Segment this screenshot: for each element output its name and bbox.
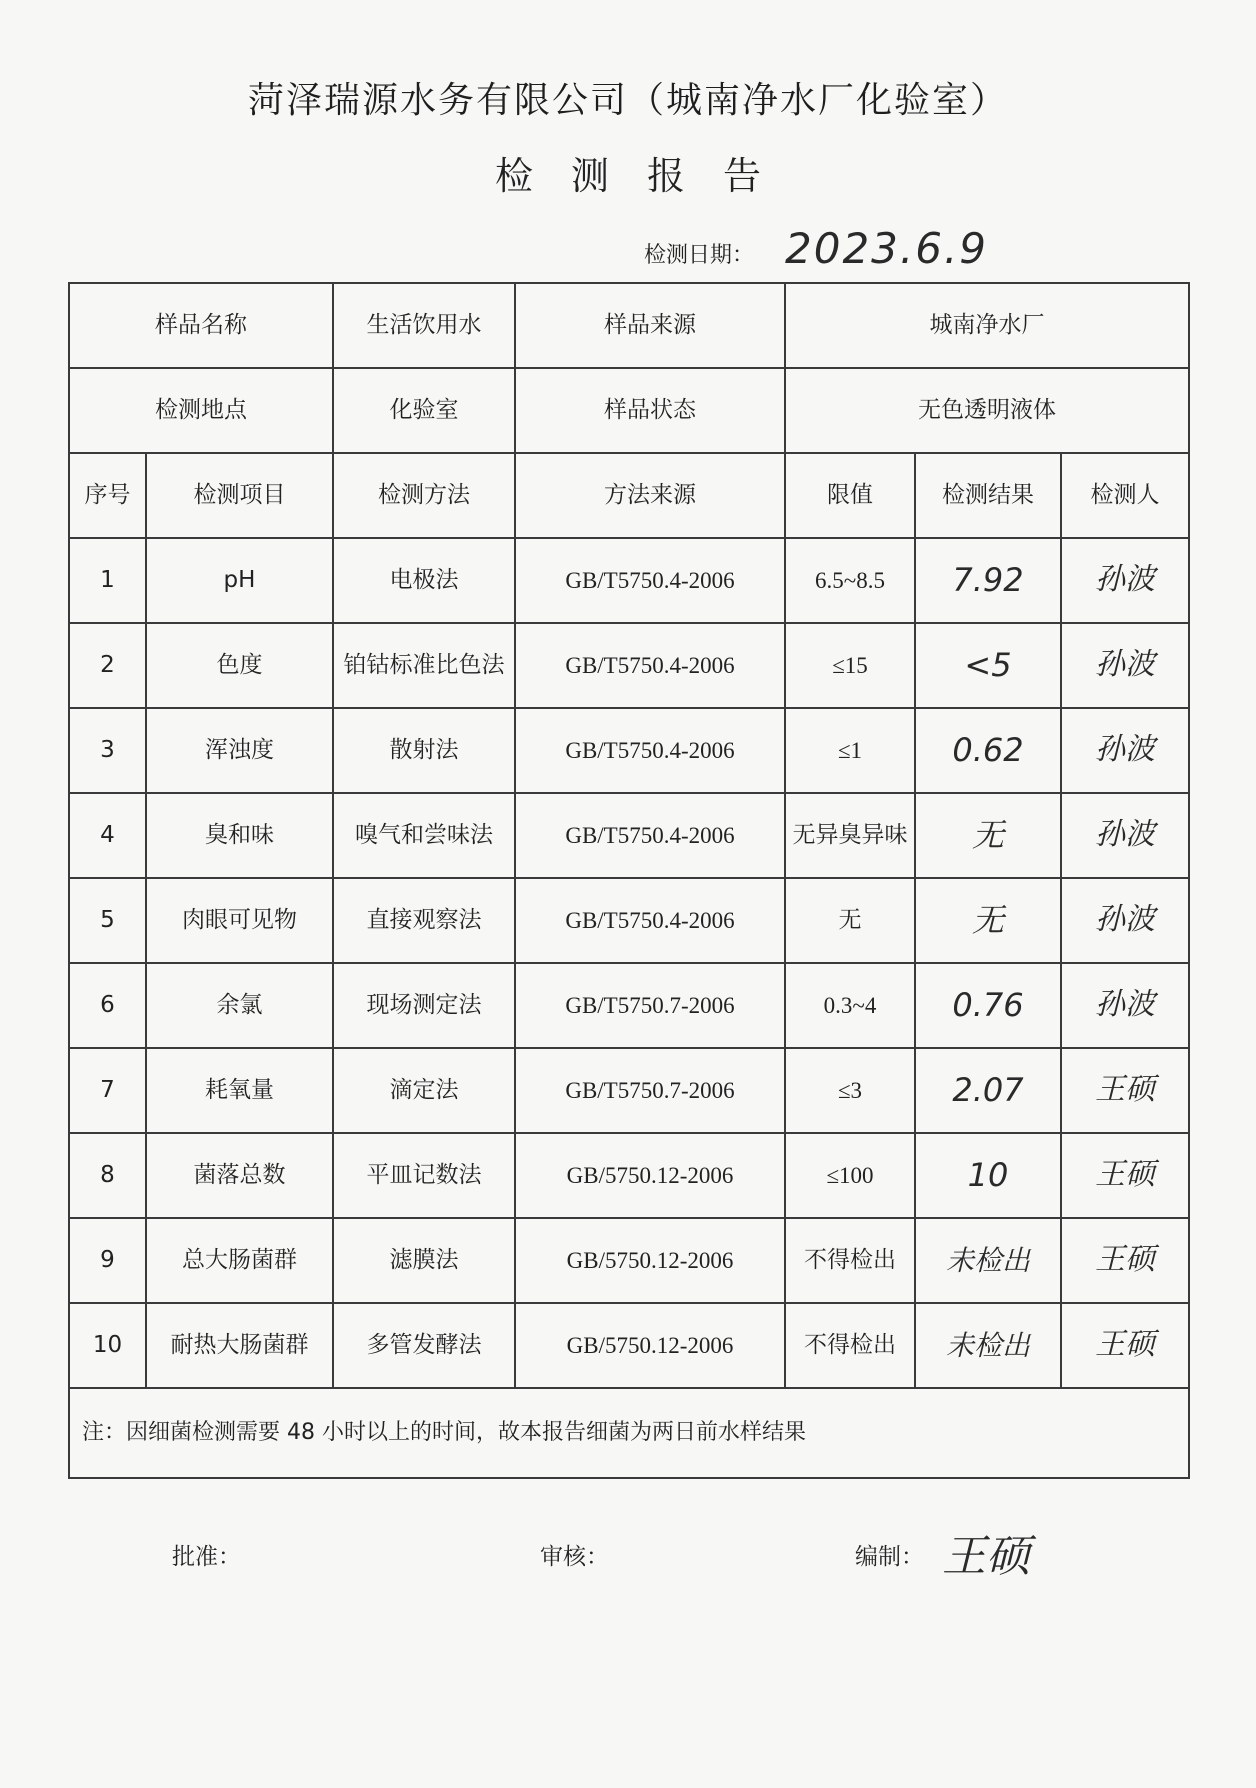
table-row [69,963,1189,1048]
info-row-1 [69,283,1189,368]
row-method: 滴定法 [333,1048,515,1133]
row-no: 4 [69,793,146,878]
row-result: 0.62 [915,708,1061,793]
col-header-result: 检测结果 [915,453,1061,538]
row-method: 散射法 [333,708,515,793]
row-no: 3 [69,708,146,793]
report-title: 检测报告 [494,154,799,198]
row-item: 臭和味 [146,793,333,878]
table-row [69,1218,1189,1303]
row-source: GB/5750.12-2006 [515,1133,785,1218]
row-result: 7.92 [915,538,1061,623]
row-limit: 6.5~8.5 [785,538,915,623]
row-limit: ≤15 [785,623,915,708]
row-person: 王硕 [1061,1218,1189,1303]
row-method: 平皿记数法 [333,1133,515,1218]
row-limit: ≤3 [785,1048,915,1133]
row-item: 肉眼可见物 [146,878,333,963]
row-item: 浑浊度 [146,708,333,793]
row-item: 色度 [146,623,333,708]
row-limit: 无异臭异味 [785,793,915,878]
approve-label: 批准： [172,1544,241,1570]
col-header-source: 方法来源 [515,453,785,538]
sample-name-label: 样品名称 [69,283,333,368]
row-source: GB/T5750.4-2006 [515,623,785,708]
row-person: 王硕 [1061,1133,1189,1218]
row-no: 8 [69,1133,146,1218]
row-result: 10 [915,1133,1061,1218]
test-location-label: 检测地点 [69,368,333,453]
table-row [69,793,1189,878]
row-person: 孙波 [1061,793,1189,878]
compile-label: 编制： [855,1544,924,1570]
row-method: 滤膜法 [333,1218,515,1303]
row-result: 无 [915,793,1061,878]
row-no: 10 [69,1303,146,1388]
date-value: 2023.6.9 [785,224,989,273]
row-person: 孙波 [1061,963,1189,1048]
sample-state-label: 样品状态 [515,368,785,453]
company-title: 菏泽瑞源水务有限公司（城南净水厂化验室） [247,80,1008,121]
row-source: GB/T5750.4-2006 [515,793,785,878]
row-source: GB/5750.12-2006 [515,1218,785,1303]
row-source: GB/5750.12-2006 [515,1303,785,1388]
row-limit: ≤1 [785,708,915,793]
row-limit: 不得检出 [785,1218,915,1303]
row-result: 2.07 [915,1048,1061,1133]
compile-signature: 王硕 [942,1531,1030,1582]
info-row-2 [69,368,1189,453]
table-row [69,878,1189,963]
sample-state-value: 无色透明液体 [785,368,1189,453]
row-result: 未检出 [915,1218,1061,1303]
table-row [69,1303,1189,1388]
row-result: 无 [915,878,1061,963]
row-result: 未检出 [915,1303,1061,1388]
row-limit: ≤100 [785,1133,915,1218]
review-label: 审核： [540,1544,609,1570]
note-text: 注：因细菌检测需要 48 小时以上的时间，故本报告细菌为两日前水样结果 [69,1388,1189,1478]
row-no: 1 [69,538,146,623]
row-person: 孙波 [1061,623,1189,708]
row-no: 6 [69,963,146,1048]
note-row [69,1388,1189,1478]
row-no: 2 [69,623,146,708]
row-source: GB/T5750.4-2006 [515,708,785,793]
row-method: 电极法 [333,538,515,623]
table-row [69,1048,1189,1133]
sample-source-label: 样品来源 [515,283,785,368]
row-method: 现场测定法 [333,963,515,1048]
row-method: 铂钴标准比色法 [333,623,515,708]
row-item: 耐热大肠菌群 [146,1303,333,1388]
sample-source-value: 城南净水厂 [785,283,1189,368]
row-source: GB/T5750.7-2006 [515,963,785,1048]
col-header-method: 检测方法 [333,453,515,538]
row-person: 王硕 [1061,1303,1189,1388]
test-location-value: 化验室 [333,368,515,453]
row-person: 孙波 [1061,538,1189,623]
row-person: 孙波 [1061,878,1189,963]
row-result: <5 [915,623,1061,708]
row-no: 5 [69,878,146,963]
table-row [69,1133,1189,1218]
row-item: 菌落总数 [146,1133,333,1218]
table-row [69,623,1189,708]
header-row [69,453,1189,538]
row-source: GB/T5750.4-2006 [515,878,785,963]
row-item: 总大肠菌群 [146,1218,333,1303]
sample-name-value: 生活饮用水 [333,283,515,368]
row-method: 嗅气和尝味法 [333,793,515,878]
col-header-item: 检测项目 [146,453,333,538]
row-item: pH [146,538,333,623]
row-result: 0.76 [915,963,1061,1048]
date-label: 检测日期： [644,243,755,268]
row-person: 王硕 [1061,1048,1189,1133]
col-header-no: 序号 [69,453,146,538]
report-table [68,282,1190,1479]
row-item: 耗氧量 [146,1048,333,1133]
row-source: GB/T5750.4-2006 [515,538,785,623]
row-item: 余氯 [146,963,333,1048]
row-source: GB/T5750.7-2006 [515,1048,785,1133]
col-header-person: 检测人 [1061,453,1189,538]
table-row [69,708,1189,793]
row-limit: 0.3~4 [785,963,915,1048]
row-no: 7 [69,1048,146,1133]
row-method: 多管发酵法 [333,1303,515,1388]
row-no: 9 [69,1218,146,1303]
row-limit: 不得检出 [785,1303,915,1388]
row-person: 孙波 [1061,708,1189,793]
table-row [69,538,1189,623]
row-limit: 无 [785,878,915,963]
row-method: 直接观察法 [333,878,515,963]
col-header-limit: 限值 [785,453,915,538]
